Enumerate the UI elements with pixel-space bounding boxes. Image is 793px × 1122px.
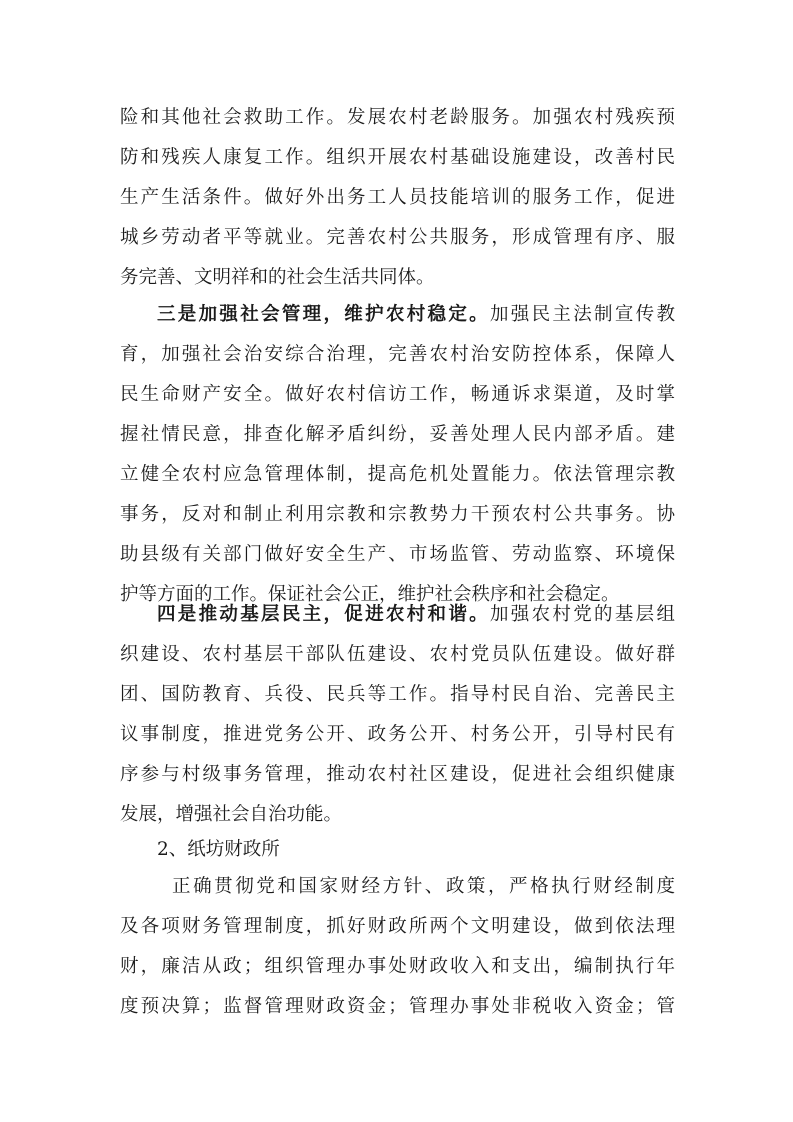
text-run: 加强民主法制宣传教 <box>489 304 675 325</box>
text-line: 事务，反对和制止利用宗教和宗教势力干预农村公共事务。协 <box>120 504 675 525</box>
text-line: 城乡劳动者平等就业。完善农村公共服务，形成管理有序、服 <box>120 227 675 248</box>
text-line: 发展，增强社会自治功能。 <box>120 804 343 825</box>
text-line: 生产生活条件。做好外出务工人员技能培训的服务工作，促进 <box>120 187 675 208</box>
text-line: 及各项财务管理制度，抓好财政所两个文明建设，做到依法理 <box>120 916 675 937</box>
text-line: 正确贯彻党和国家财经方针、政策，严格执行财经制度 <box>172 876 675 897</box>
text-line: 助县级有关部门做好安全生产、市场监管、劳动监察、环境保 <box>120 544 675 565</box>
paragraph-social-management <box>120 295 675 615</box>
text-line: 务完善、文明祥和的社会生活共同体。 <box>120 267 435 288</box>
text-line: 育，加强社会治安综合治理，完善农村治安防控体系，保障人 <box>120 344 675 365</box>
text-line: 序参与村级事务管理，推动农村社区建设，促进社会组织健康 <box>120 764 675 785</box>
text-line: 险和其他社会救助工作。发展农村老龄服务。加强农村残疾预 <box>120 107 675 128</box>
text-line: 议事制度，推进党务公开、政务公开、村务公开，引导村民有 <box>120 724 675 745</box>
text-line <box>120 595 675 635</box>
text-line: 织建设、农村基层干部队伍建设、农村党员队伍建设。做好群 <box>120 644 675 665</box>
section-heading: 2、纸坊财政所 <box>157 839 280 860</box>
text-line: 立健全农村应急管理体制，提高危机处置能力。依法管理宗教 <box>120 464 675 485</box>
text-line: 防和残疾人康复工作。组织开展农村基础设施建设，改善村民 <box>120 147 675 168</box>
paragraph-grassroots-democracy <box>120 595 675 835</box>
paragraph-heading: 三是加强社会管理，维护农村稳定。 <box>157 304 490 325</box>
section-heading-finance-office <box>120 830 675 870</box>
text-line: 度预决算；监督管理财政资金；管理办事处非税收入资金；管 <box>120 996 675 1017</box>
text-line: 握社情民意，排查化解矛盾纠纷，妥善处理人民内部矛盾。建 <box>120 424 675 445</box>
text-line: 民生命财产安全。做好农村信访工作，畅通诉求渠道，及时掌 <box>120 384 675 405</box>
text-line: 财，廉洁从政；组织管理办事处财政收入和支出，编制执行年 <box>120 956 675 977</box>
text-line: 团、国防教育、兵役、民兵等工作。指导村民自治、完善民主 <box>120 684 675 705</box>
text-line: 护等方面的工作。保证社会公正，维护社会秩序和社会稳定。 <box>120 584 620 605</box>
text-run: 加强农村党的基层组 <box>489 604 675 625</box>
paragraph-finance-duties <box>120 867 675 1027</box>
paragraph-heading: 四是推动基层民主，促进农村和谐。 <box>157 604 490 625</box>
paragraph-rural-services <box>120 98 675 298</box>
text-line <box>120 295 675 335</box>
